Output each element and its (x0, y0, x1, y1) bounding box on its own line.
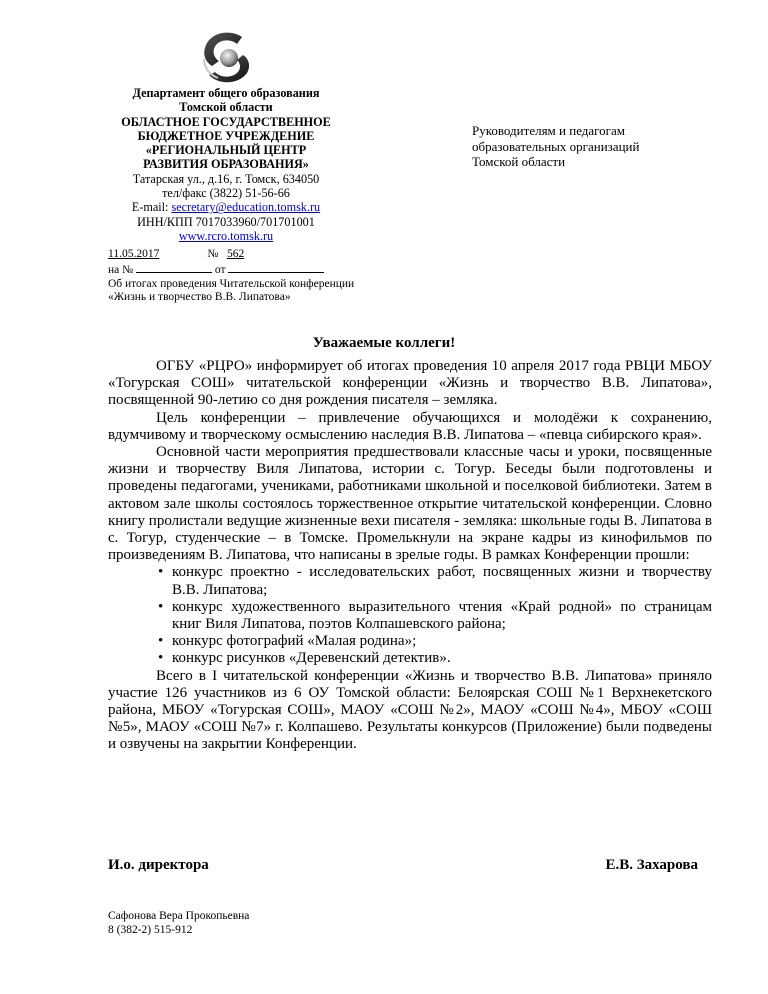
ref-number-label: на № (108, 264, 134, 277)
reference-block (108, 248, 428, 304)
reference-date-line (108, 248, 428, 261)
org-email-label: E-mail: (131, 200, 172, 215)
list-item: • конкурс проектно - исследовательских работ, посвященных жизни и творчеству В.В. Липатова; (158, 564, 712, 598)
signatory-position: И.о. директора (108, 857, 209, 873)
org-department: Департамент общего образования (132, 86, 320, 100)
recipient-line3: Томской области (472, 154, 566, 169)
list-item: • конкурс фотографий «Малая родина»; (158, 633, 417, 650)
org-inn: ИНН/КПП 7017033960/701701001 (137, 214, 315, 229)
org-phone: тел/факс (3822) 51-56-66 (162, 186, 290, 201)
greeting: Уважаемые коллеги! (312, 335, 456, 351)
contest-list (108, 564, 712, 667)
contact-name: Сафонова Вера Прокопьевна (108, 910, 250, 922)
reference-ref-line (108, 261, 428, 277)
recipient-block (472, 123, 722, 170)
subject-line1: Об итогах проведения Читательской конференции (108, 277, 355, 290)
contact-block (108, 910, 249, 937)
signatory-name: Е.В. Захарова (605, 857, 698, 873)
org-email-link[interactable]: secretary@education.tomsk.ru (171, 200, 321, 215)
body-paragraph-1: ОГБУ «РЦРО» информирует об итогах проведения 10 апреля 2017 года РВЦИ МБОУ «Тогурская СОШ» читательской конференции «Жизнь и творчество В.В. Липатова», посвященной 90-летию со дня рождения писателя – земляка. (108, 358, 712, 409)
org-email-line (106, 200, 346, 214)
bullet-icon: • (158, 650, 164, 667)
list-item: • конкурс рисунков «Деревенский детектив». (158, 650, 451, 667)
subject-line2: «Жизнь и творчество В.В. Липатова» (108, 290, 291, 303)
letter-number: 562 (226, 248, 245, 260)
org-name-line1: ОБЛАСТНОЕ ГОСУДАРСТВЕННОЕ (121, 114, 331, 129)
bullet-icon: • (158, 598, 164, 615)
org-region: Томской области (179, 100, 273, 115)
contact-phone: 8 (382-2) 515-912 (108, 923, 193, 936)
ref-date-blank (228, 261, 324, 273)
org-name-line2: БЮДЖЕТНОЕ УЧРЕЖДЕНИЕ (137, 128, 315, 143)
bullet-icon: • (158, 633, 164, 650)
organization-header (106, 86, 346, 243)
org-website-link[interactable]: www.rcro.tomsk.ru (178, 228, 274, 243)
letter-date: 11.05.2017 (108, 248, 160, 260)
org-address: Татарская ул., д.16, г. Томск, 634050 (132, 171, 320, 186)
recipient-line2: образовательных организаций (472, 138, 640, 154)
ref-number-blank (136, 261, 212, 273)
org-name-line3: «РЕГИОНАЛЬНЫЙ ЦЕНТР (145, 143, 307, 158)
org-name-line4: РАЗВИТИЯ ОБРАЗОВАНИЯ» (143, 157, 309, 172)
body-paragraph-4: Всего в I читательской конференции «Жизнь и творчество В.В. Липатова» приняло участие 126 участников из 6 ОУ Томской области: Белоярская СОШ №1 Верхнекетского района, МБОУ «Тогурская СОШ», МАОУ «СОШ №2», МАОУ «СОШ №4», МБОУ «СОШ №5», МАОУ «СОШ №7» г. Колпашево. Результаты конкурсов (Приложение) были подведены и озвучены на закрытии Конференции. (108, 667, 712, 753)
bullet-icon: • (158, 564, 164, 581)
body-paragraph-3: Основной части мероприятия предшествовали классные часы и уроки, посвященные жизни и творчеству Виля Липатова, истории с. Тогур. Беседы были подготовлены и проведены педагогами, учениками, работниками школьной и поселковой библиотеки. Затем в актовом зале школы состоялось торжественное открытие читательской конференции. Словно книгу пролистали ведущие жизненные вехи писателя - земляка: школьные годы В. Липатова в с. Тогур, студенческие – в Томске. Промелькнули на экране кадры из кинофильмов по произведениям В. Липатова, что написаны в зрелые годы. В рамках Конференции прошли: (108, 444, 712, 564)
recipient-line1: Руководителям и педагогам (472, 123, 626, 138)
letter-number-label: № (207, 248, 219, 260)
ref-from-label: от (214, 264, 226, 277)
org-website-line (106, 229, 346, 243)
body-paragraph-2: Цель конференции – привлечение обучающихся и молодёжи к сохранению, вдумчивому и творческому осмыслению наследия В.В. Липатова – «певца сибирского края». (108, 409, 712, 443)
list-item: • конкурс художественного выразительного чтения «Край родной» по страницам книг Виля Липатова, поэтов Колпашевского района; (158, 598, 712, 633)
rcro-logo (196, 28, 256, 88)
letter-body (108, 358, 712, 754)
